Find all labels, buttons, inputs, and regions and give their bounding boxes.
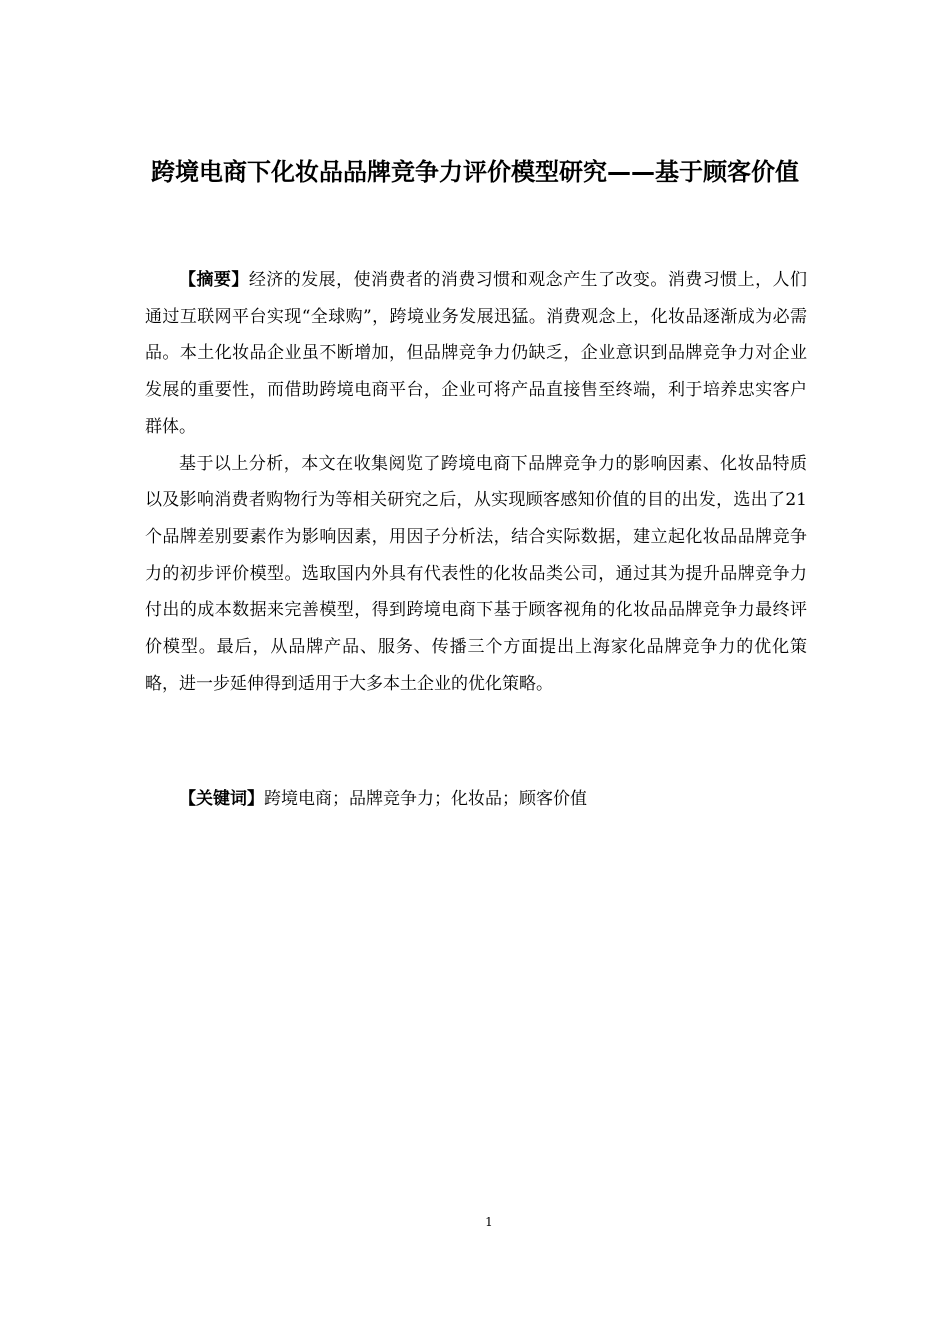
abstract-section [145,262,807,702]
keywords-label: 【关键词】 [179,789,264,809]
abstract-paragraph-2 [145,446,807,703]
keywords-section [145,784,807,814]
abstract-label: 【摘要】 [179,270,249,290]
abstract-text-1: 经济的发展，使消费者的消费习惯和观念产生了改变。消费习惯上，人们通过互联网平台实现“全球购”，跨境业务发展迅猛。消费观念上，化妆品逐渐成为必需品。本土化妆品企业虽不断增加，但品牌竞争力仍缺乏，企业意识到品牌竞争力对企业发展的重要性，而借助跨境电商平台，企业可将产品直接售至终端，利于培养忠实客户群体。 [145,270,808,437]
document-title: 跨境电商下化妆品品牌竞争力评价模型研究——基于顾客价值 [151,158,799,186]
abstract-text-2: 基于以上分析，本文在收集阅览了跨境电商下品牌竞争力的影响因素、化妆品特质以及影响消费者购物行为等相关研究之后，从实现顾客感知价值的目的出发，选出了21个品牌差别要素作为影响因素，用因子分析法，结合实际数据，建立起化妆品品牌竞争力的初步评价模型。选取国内外具有代表性的化妆品类公司，通过其为提升品牌竞争力付出的成本数据来完善模型，得到跨境电商下基于顾客视角的化妆品品牌竞争力最终评价模型。最后，从品牌产品、服务、传播三个方面提出上海家化品牌竞争力的优化策略，进一步延伸得到适用于大多本土企业的优化策略。 [145,453,807,694]
keywords-text: 跨境电商；品牌竞争力；化妆品；顾客价值 [264,789,587,809]
page-number: 1 [485,1215,493,1229]
abstract-paragraph-1 [145,262,807,446]
